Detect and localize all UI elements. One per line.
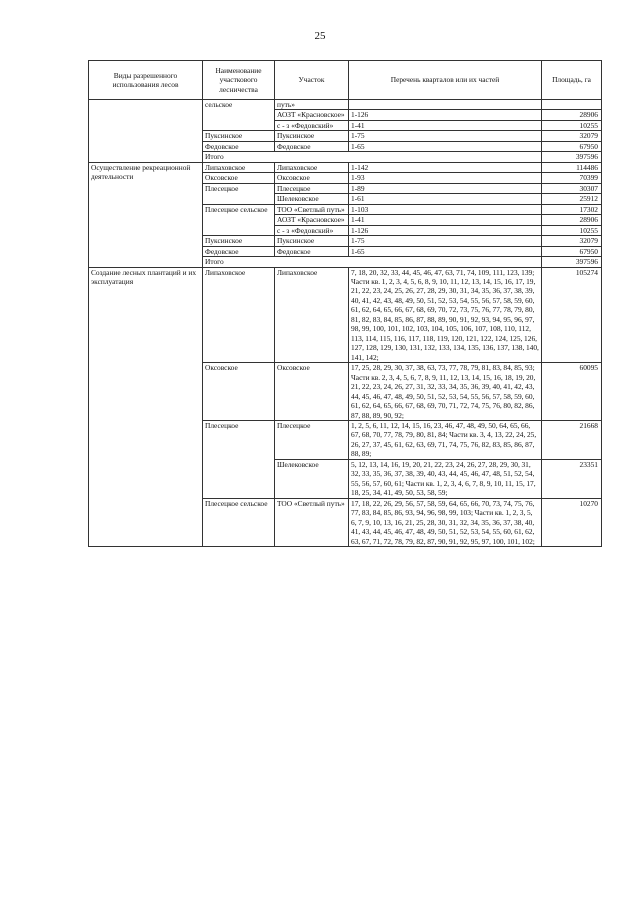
cell-quarters: 1-93 <box>349 173 542 183</box>
cell-section: АОЗТ «Красновское» <box>275 215 349 225</box>
header-district: Наименование участкового лесничества <box>203 61 275 100</box>
cell-area: 32079 <box>542 131 602 141</box>
forest-use-table <box>88 60 602 547</box>
cell-area: 28906 <box>542 215 602 225</box>
cell-quarters: 1-75 <box>349 131 542 141</box>
cell-quarters: 5, 12, 13, 14, 16, 19, 20, 21, 22, 23, 24, 26, 27, 28, 29, 30, 31, 32, 33, 35, 36, 37, 38, 39, 40, 43, 44, 45, 46, 47, 48, 51, 52, 54, 55, 56, 57, 60, 61; Части кв. 1, 2, 3, 4, 6, 7, 8, 9, 10, 11, 15, 17, 18, 25, 34, 41, 49, 50, 53, 58, 59; <box>349 459 542 498</box>
cell-section: Шелековское <box>275 194 349 204</box>
cell-area: 10270 <box>542 498 602 546</box>
cell-district: Плесецкое сельское <box>203 498 275 546</box>
cell-section: Оксовское <box>275 173 349 183</box>
cell-area: 10255 <box>542 225 602 235</box>
cell-section: Пуксинское <box>275 131 349 141</box>
cell-area <box>542 100 602 110</box>
cell-area: 30307 <box>542 183 602 193</box>
cell-district: Липаховское <box>203 162 275 172</box>
cell-area: 17302 <box>542 204 602 214</box>
cell-quarters: 17, 18, 22, 26, 29, 56, 57, 58, 59, 64, 65, 66, 70, 73, 74, 75, 76, 77, 83, 84, 85, 86, 93, 94, 96, 98, 99, 103; Части кв. 1, 2, 3, 5, 6, 7, 9, 10, 13, 16, 21, 25, 28, 30, 31, 32, 34, 35, 36, 37, 38, 40, 41, 43, 44, 45, 46, 47, 48, 49, 50, 51, 52, 53, 54, 55, 60, 61, 62, 63, 67, 71, 72, 78, 79, 82, 87, 90, 91, 92, 95, 97, 100, 101, 102; <box>349 498 542 546</box>
cell-area: 25912 <box>542 194 602 204</box>
cell-district: Липаховское <box>203 267 275 363</box>
cell-district: Оксовское <box>203 363 275 421</box>
cell-section: Плесецкое <box>275 183 349 193</box>
cell-section: ТОО «Светлый путь» <box>275 204 349 214</box>
cell-section: Оксовское <box>275 363 349 421</box>
cell-use-type: Осуществление рекреационной деятельности <box>89 162 203 267</box>
cell-area: 67950 <box>542 246 602 256</box>
cell-section: Липаховское <box>275 162 349 172</box>
cell-quarters: 1-41 <box>349 120 542 130</box>
cell-quarters: 1-41 <box>349 215 542 225</box>
cell-section: Федовское <box>275 141 349 151</box>
cell-quarters: 1-61 <box>349 194 542 204</box>
cell-section: Плесецкое <box>275 421 349 460</box>
cell-total-label: Итого <box>203 257 542 267</box>
header-use-type: Виды разрешенного использования лесов <box>89 61 203 100</box>
cell-quarters <box>349 100 542 110</box>
cell-quarters: 1-126 <box>349 225 542 235</box>
cell-quarters: 1, 2, 5, 6, 11, 12, 14, 15, 16, 23, 46, 47, 48, 49, 50, 64, 65, 66, 67, 68, 70, 77, 78, 79, 80, 81, 84; Части кв. 3, 4, 13, 22, 24, 25, 26, 27, 37, 45, 61, 62, 63, 69, 71, 74, 75, 76, 82, 83, 85, 86, 87, 88, 89; <box>349 421 542 460</box>
cell-district: Федовское <box>203 246 275 256</box>
cell-section: Пуксинское <box>275 236 349 246</box>
header-section: Участок <box>275 61 349 100</box>
cell-quarters: 17, 25, 28, 29, 30, 37, 38, 63, 73, 77, 78, 79, 81, 83, 84, 85, 93; Части кв. 2, 3, 4, 5, 6, 7, 8, 9, 11, 12, 13, 14, 15, 16, 18, 19, 20, 21, 22, 23, 24, 26, 27, 31, 32, 33, 34, 35, 36, 39, 40, 41, 42, 43, 44, 45, 46, 47, 48, 49, 50, 51, 52, 53, 54, 55, 56, 57, 58, 59, 60, 61, 62, 64, 65, 66, 67, 68, 69, 70, 71, 72, 74, 75, 76, 80, 82, 86, 87, 88, 89, 90, 92; <box>349 363 542 421</box>
cell-section: с - з «Федовский» <box>275 225 349 235</box>
page-number: 25 <box>314 30 326 42</box>
table-row <box>89 100 602 110</box>
cell-district: Федовское <box>203 141 275 151</box>
table-row <box>89 162 602 172</box>
cell-quarters: 1-89 <box>349 183 542 193</box>
cell-district: Пуксинское <box>203 131 275 141</box>
cell-area: 28906 <box>542 110 602 120</box>
cell-section: Шелековское <box>275 459 349 498</box>
cell-district: сельское <box>203 100 275 131</box>
cell-area: 60095 <box>542 363 602 421</box>
cell-area: 23351 <box>542 459 602 498</box>
cell-district: Оксовское <box>203 173 275 183</box>
cell-area: 67950 <box>542 141 602 151</box>
cell-district: Плесецкое <box>203 421 275 499</box>
cell-section: с - з «Федовский» <box>275 120 349 130</box>
cell-quarters: 1-103 <box>349 204 542 214</box>
cell-area: 21668 <box>542 421 602 460</box>
cell-area: 397596 <box>542 257 602 267</box>
cell-area: 397596 <box>542 152 602 162</box>
cell-quarters: 1-65 <box>349 246 542 256</box>
table-row <box>89 267 602 363</box>
cell-section: Липаховское <box>275 267 349 363</box>
cell-area: 114486 <box>542 162 602 172</box>
cell-quarters: 1-142 <box>349 162 542 172</box>
cell-area: 10255 <box>542 120 602 130</box>
cell-section: Федовское <box>275 246 349 256</box>
cell-district: Пуксинское <box>203 236 275 246</box>
table-body <box>89 100 602 547</box>
cell-quarters: 1-65 <box>349 141 542 151</box>
header-quarters: Перечень кварталов или их частей <box>349 61 542 100</box>
cell-district: Плесецкое <box>203 183 275 204</box>
cell-quarters: 7, 18, 20, 32, 33, 44, 45, 46, 47, 63, 71, 74, 109, 111, 123, 139; Части кв. 1, 2, 3, 4, 5, 6, 8, 9, 10, 11, 12, 13, 14, 15, 16, 17, 19, 21, 22, 23, 24, 25, 26, 27, 28, 29, 30, 31, 34, 35, 36, 37, 38, 39, 40, 41, 42, 43, 48, 49, 50, 51, 52, 53, 54, 55, 56, 57, 58, 59, 60, 61, 62, 64, 65, 66, 67, 68, 69, 70, 72, 73, 75, 76, 77, 78, 79, 80, 81, 82, 83, 84, 85, 86, 87, 88, 89, 90, 91, 92, 93, 94, 95, 96, 97, 98, 99, 100, 101, 102, 103, 104, 105, 106, 107, 108, 110, 112, 113, 114, 115, 116, 117, 118, 119, 120, 121, 122, 124, 125, 126, 127, 128, 129, 130, 131, 132, 133, 134, 135, 136, 137, 138, 140, 141, 142; <box>349 267 542 363</box>
cell-use-type <box>89 100 203 163</box>
cell-section: ТОО «Светлый путь» <box>275 498 349 546</box>
cell-area: 32079 <box>542 236 602 246</box>
table-header-row <box>89 61 602 100</box>
cell-district: Плесецкое сельское <box>203 204 275 235</box>
cell-area: 70399 <box>542 173 602 183</box>
cell-quarters: 1-75 <box>349 236 542 246</box>
cell-area: 105274 <box>542 267 602 363</box>
cell-use-type: Создание лесных плантаций и их эксплуатация <box>89 267 203 547</box>
header-area: Площадь, га <box>542 61 602 100</box>
cell-total-label: Итого <box>203 152 542 162</box>
cell-section: АОЗТ «Красновское» <box>275 110 349 120</box>
cell-quarters: 1-126 <box>349 110 542 120</box>
cell-section: путь» <box>275 100 349 110</box>
